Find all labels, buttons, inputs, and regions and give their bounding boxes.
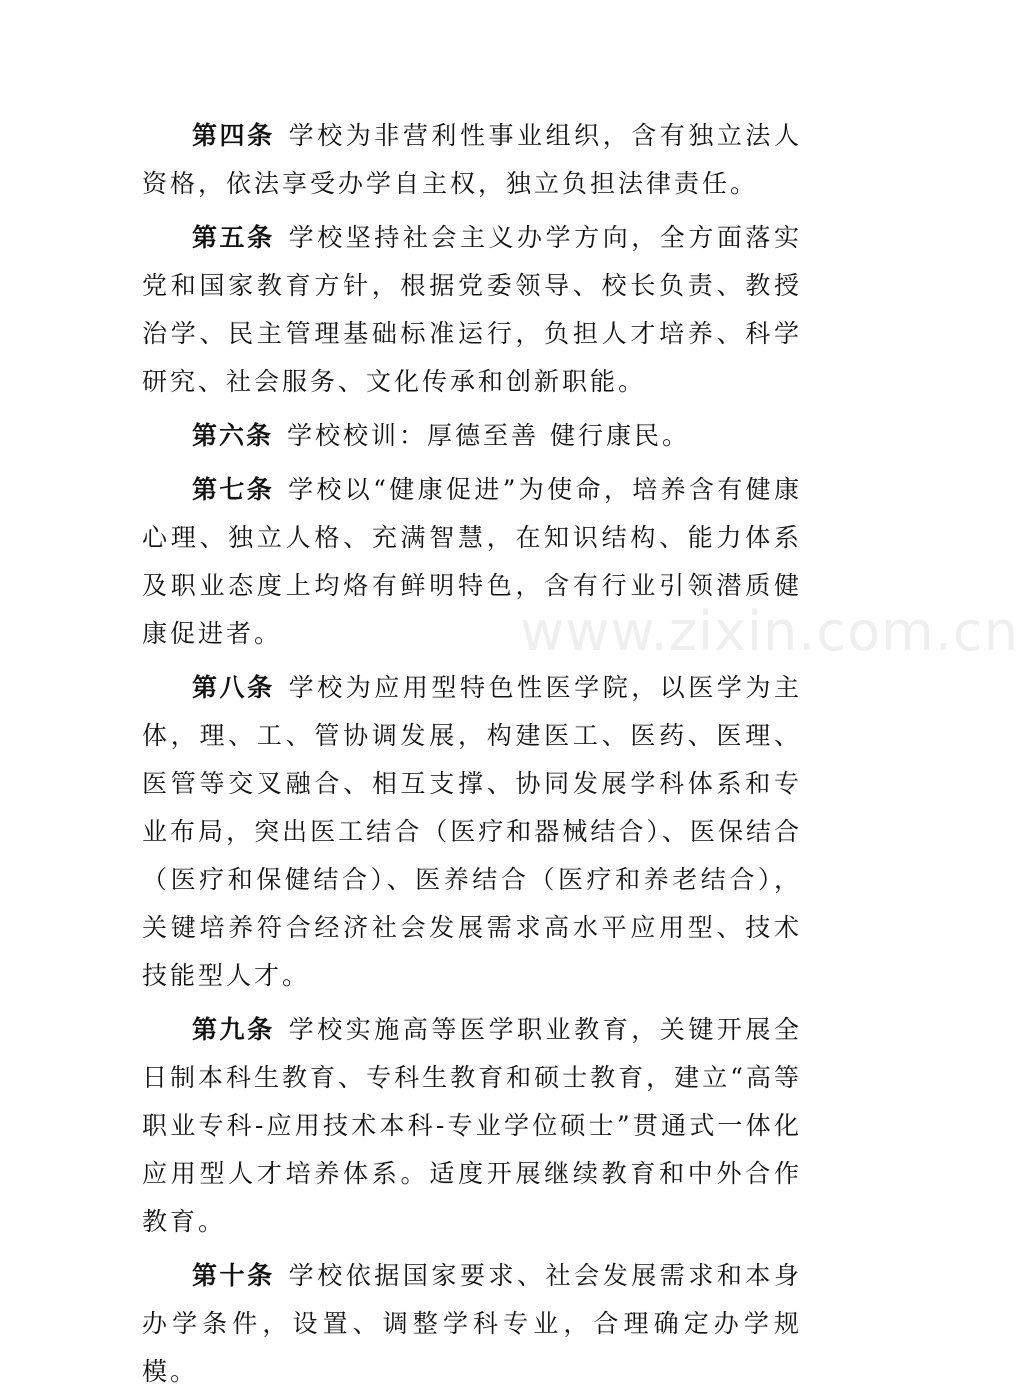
article-text: 学校校训：厚德至善 健行康民。 [287, 421, 690, 450]
article-label: 第六条 [192, 421, 274, 450]
article-text: 学校坚持社会主义办学方向，全方面落实党和国家教育方针，根据党委领导、校长负责、教授治学、民主管理基础标准运行，负担人才培养、科学研究、社会服务、文化传承和创新职能。 [142, 223, 802, 396]
article-10 [142, 1252, 802, 1396]
article-text: 学校为非营利性事业组织，含有独立法人资格，依法享受办学自主权，独立负担法律责任。 [142, 121, 802, 198]
article-label: 第七条 [192, 475, 275, 504]
watermark: www.zixin.com.cn [520, 600, 1019, 663]
article-4 [142, 112, 802, 208]
article-label: 第九条 [192, 1015, 275, 1044]
article-label: 第四条 [192, 121, 275, 150]
article-label: 第五条 [192, 223, 275, 252]
document-page [142, 112, 802, 1396]
article-text: 学校以“健康促进”为使命，培养含有健康心理、独立人格、充满智慧，在知识结构、能力体系及职业态度上均烙有鲜明特色，含有行业引领潜质健康促进者。 [142, 475, 802, 648]
article-5 [142, 214, 802, 406]
article-text: 学校为应用型特色性医学院，以医学为主体，理、工、管协调发展，构建医工、医药、医理、医管等交叉融合、相互支撑、协同发展学科体系和专业布局，突出医工结合（医疗和器械结合）、医保结合（医疗和保健结合）、医养结合（医疗和养老结合），关键培养符合经济社会发展需求高水平应用型、技术技能型人才。 [142, 673, 802, 990]
article-text: 学校依据国家要求、社会发展需求和本身办学条件，设置、调整学科专业，合理确定办学规模。 [142, 1261, 802, 1386]
article-8 [142, 664, 802, 1000]
article-7 [142, 466, 802, 658]
article-9 [142, 1006, 802, 1246]
article-text: 学校实施高等医学职业教育，关键开展全日制本科生教育、专科生教育和硕士教育，建立“高等职业专科-应用技术本科-专业学位硕士”贯通式一体化应用型人才培养体系。适度开展继续教育和中外合作教育。 [142, 1015, 802, 1236]
article-label: 第八条 [192, 673, 275, 702]
article-6 [142, 412, 802, 460]
article-label: 第十条 [192, 1261, 275, 1290]
